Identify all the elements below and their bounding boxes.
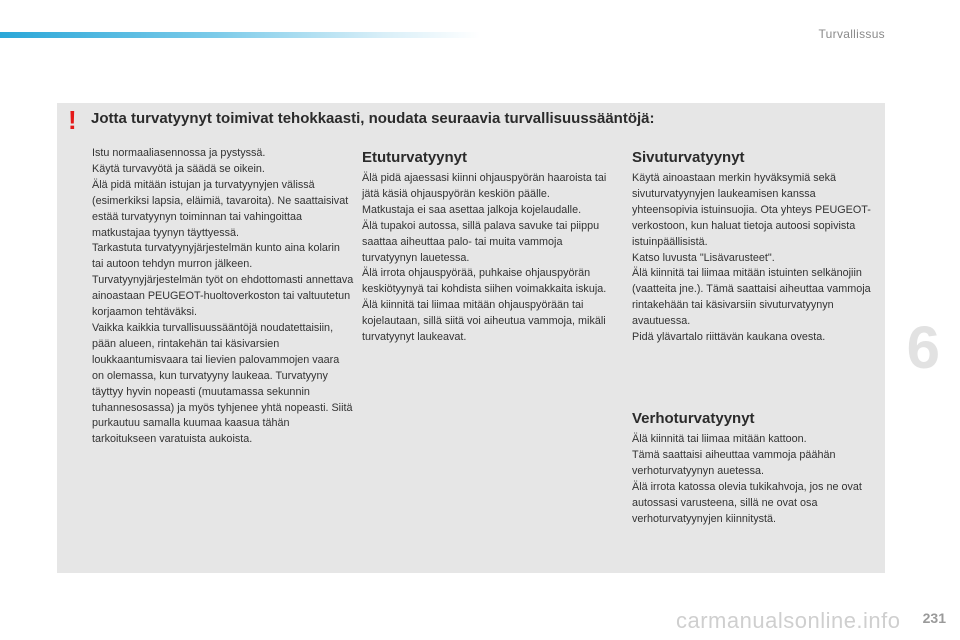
watermark: carmanualsonline.info bbox=[676, 608, 901, 633]
front-airbags-column bbox=[362, 148, 618, 346]
curtain-airbags-text: Älä kiinnitä tai liimaa mitään kattoon. Tämä saattaisi aiheuttaa vammoja päähän verhoturvatyynyn auetessa. Älä irrota katossa olevia tukikahvoja, jos ne ovat autossasi varusteena, sillä ne ovat osa verhoturvatyynyjen kiinnitystä. bbox=[632, 433, 862, 525]
side-airbags-text: Käytä ainoastaan merkin hyväksymiä sekä sivuturvatyynyjen laukeamisen kanssa yhteensopivia istuinsuojia. Ota yhteys PEUGEOT-verkostoon, kun haluat tietoja autoosi sopivista istuinpäällisistä. Katso luvusta "Lisävarusteet". Älä kiinnitä tai liimaa mitään istuinten selkänojiin (vaatteita jne.). Tämä saattaisi aiheuttaa vammoja rintakehään tai käsivarsiin sivuturvatyynyn avautuessa. Pidä ylävartalo riittävän kaukana ovesta. bbox=[632, 172, 871, 344]
front-airbags-text: Älä pidä ajaessasi kiinni ohjauspyörän haaroista tai jätä käsiä ohjauspyörän keskiön päälle. Matkustaja ei saa asettaa jalkoja kojelaudalle. Älä tupakoi autossa, sillä palava savuke tai piippu saattaa aiheuttaa palo- tai muita vammoja turvatyynyn lauetessa. Älä irrota ohjauspyörää, puhkaise ohjauspyörän keskiötyynyä tai kohdista siihen voimakkaita iskuja. Älä kiinnitä tai liimaa mitään ohjauspyörään tai kojelautaan, sillä siitä voi aiheutua vammoja, mikäli turvatyynyt laukeavat. bbox=[362, 172, 607, 344]
warning-icon: ! bbox=[68, 105, 77, 135]
side-airbags-column bbox=[632, 148, 878, 346]
side-airbags-heading: Sivuturvatyynyt bbox=[632, 149, 745, 166]
notice-title: Jotta turvatyynyt toimivat tehokkaasti, noudata seuraavia turvallisuussääntöjä: bbox=[91, 110, 655, 127]
chapter-number: 6 bbox=[906, 314, 940, 381]
page-number: 231 bbox=[922, 610, 946, 626]
general-rules-text: Istu normaaliasennossa ja pystyssä. Käytä turvavyötä ja säädä se oikein. Älä pidä mitään istujan ja turvatyynyjen välissä (esimerkiksi lapsia, eläimiä, tavaroita). Ne saattaisivat estää turvatyynyn toiminnan tai vahingoittaa matkustajaa tyynyn täyttyessä. Tarkastuta turvatyynyjärjestelmän kunto aina kolarin tai autoon tehdyn murron jälkeen. Turvatyynyjärjestelmän työt on ehdottomasti annettava ainoastaan PEUGEOT-huoltoverkoston tai valtuutetun korjaamon tehtäväksi. Vaikka kaikkia turvallisuussääntöjä noudatettaisiin, pään alueen, rintakehän tai käsivarsien loukkaantumisvaara tai lievien palovammojen vaara on olemassa, kun turvatyyny laukeaa. Turvatyyny täyttyy hyvin nopeasti (muutamassa sekunnin tuhannesosassa) ja myös tyhjenee yhtä nopeasti. Siitä purkautuu samalla kuumaa kaasua tähän tarkoitukseen varatuista aukoista. bbox=[92, 147, 354, 446]
curtain-airbags-column bbox=[632, 409, 878, 527]
header-accent-bar bbox=[0, 32, 480, 38]
front-airbags-heading: Etuturvatyynyt bbox=[362, 149, 468, 166]
curtain-airbags-heading: Verhoturvatyynyt bbox=[632, 410, 755, 427]
section-title: Turvallissus bbox=[818, 27, 885, 41]
general-rules-column bbox=[92, 146, 354, 448]
